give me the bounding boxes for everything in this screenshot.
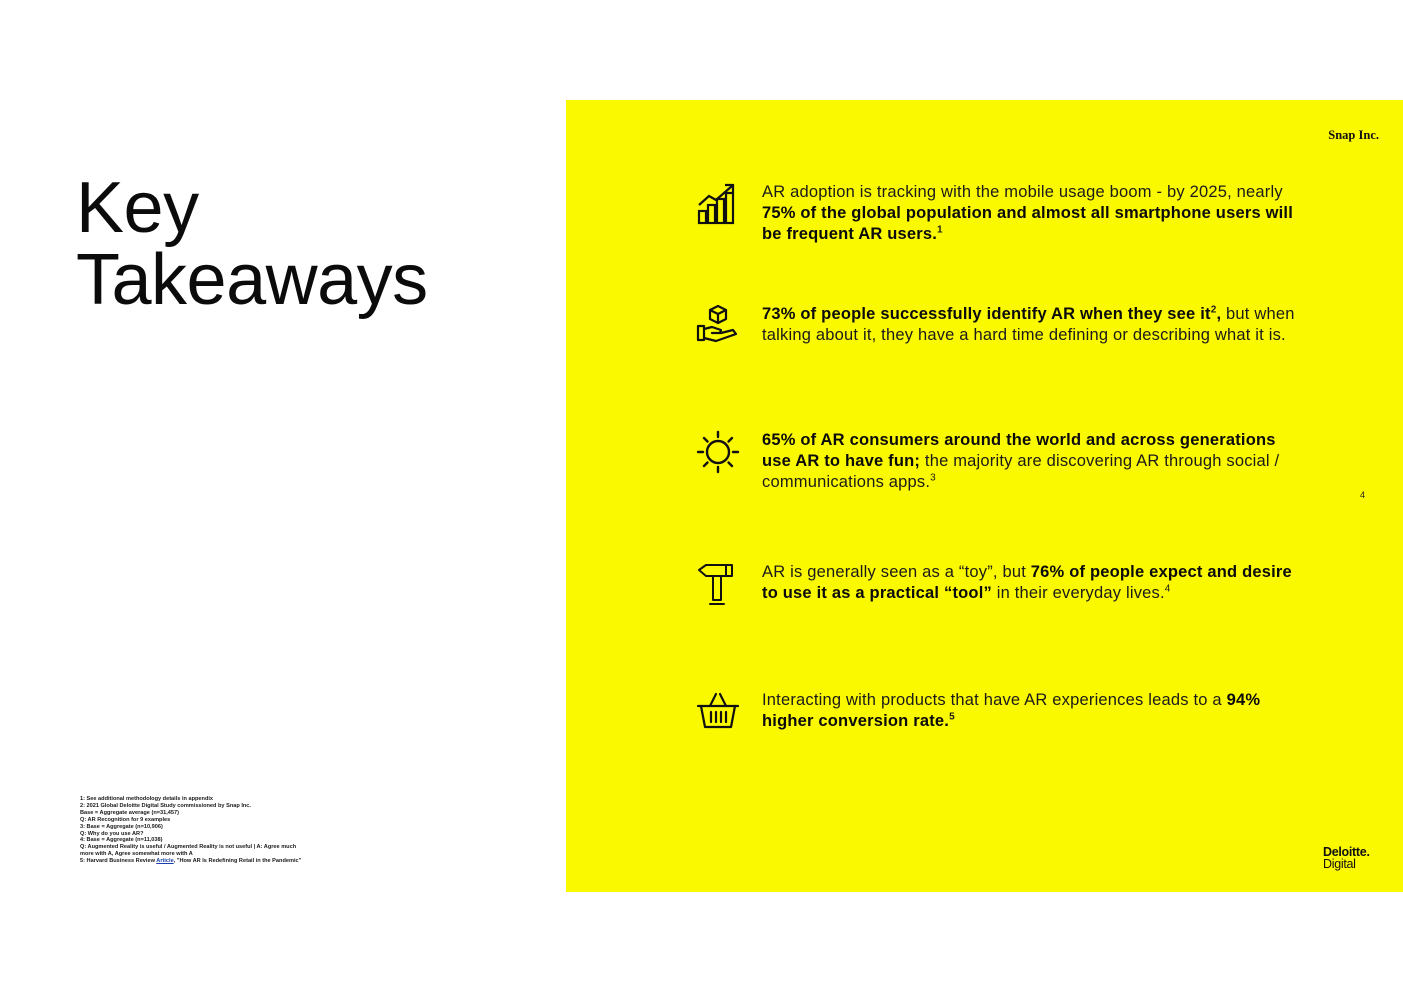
- takeaways-panel: [566, 100, 1403, 892]
- takeaway-text-segment: AR is generally seen as a “toy”, but: [762, 563, 1031, 581]
- takeaway-text-segment: ,: [1216, 305, 1222, 323]
- snap-logo: Snap Inc.: [1328, 128, 1379, 142]
- takeaway-text-segment: 94% higher conversion rate.: [762, 691, 1261, 730]
- footnote-line: Q: Augmented Reality is useful / Augmented Reality is not useful | A: Agree much: [80, 844, 297, 851]
- footnote-line: 3: Base = Aggregate (n=10,906): [80, 823, 163, 830]
- footnote-marker: 5: [949, 711, 955, 723]
- shopping-basket-icon: [696, 690, 740, 734]
- title-line-2: Takeaways: [76, 240, 428, 320]
- takeaway-text-segment: the majority are discovering AR through social / communications apps.: [762, 452, 1280, 491]
- footnote-marker: 3: [930, 472, 936, 484]
- footnote-line-source: [80, 858, 320, 865]
- takeaway-text-segment: Interacting with products that have AR experiences leads to a: [762, 691, 1227, 709]
- title-line-1: Key: [76, 168, 199, 248]
- partner-logo-line-2: Digital: [1323, 857, 1356, 871]
- takeaway-text-segment: 75% of the global population and almost all smartphone users will be frequent AR users.: [762, 204, 1293, 243]
- takeaway-text-segment: 73% of people successfully identify AR when they see it: [762, 305, 1211, 323]
- footnote-line: 1: See additional methodology details in appendix: [80, 796, 214, 802]
- footnote-line: Base = Aggregate average (n=31,457): [80, 809, 179, 816]
- footnote-line: 4: Base = Aggregate (n=11,038): [80, 837, 163, 844]
- takeaway-text-3: [762, 430, 1302, 493]
- takeaway-text-segment: 65% of AR consumers around the world and across generations use AR to have fun;: [762, 431, 1276, 470]
- footnote-line: Q: AR Recognition for 9 examples: [80, 816, 171, 823]
- page-title: [76, 168, 428, 320]
- article-link[interactable]: Article: [156, 858, 174, 865]
- takeaway-text-1: [762, 182, 1302, 245]
- takeaway-text-segment: in their everyday lives.: [991, 584, 1165, 602]
- page-number: 4: [1360, 490, 1366, 500]
- hand-holding-cube-icon: [696, 304, 740, 348]
- partner-logo-line-1: Deloitte.: [1323, 845, 1370, 859]
- takeaway-text-5: [762, 690, 1302, 732]
- takeaway-text-segment: 76% of people expect and desire to use it as a practical “tool”: [762, 563, 1292, 602]
- footnote-line: 2: 2021 Global Deloitte Digital Study commissioned by Snap Inc.: [80, 802, 251, 809]
- growth-chart-icon: [696, 182, 740, 226]
- takeaway-text-2: [762, 304, 1302, 346]
- footnote-source-suffix: , "How AR Is Redefining Retail in the Pandemic": [173, 858, 302, 865]
- footnotes: [80, 796, 320, 865]
- footnote-marker: 1: [937, 224, 943, 236]
- takeaway-text-4: [762, 562, 1302, 604]
- deloitte-digital-logo: [1323, 846, 1370, 870]
- hammer-toy-icon: [696, 562, 740, 606]
- footnote-marker: 4: [1164, 583, 1171, 595]
- footnote-source-prefix: 5: Harvard Business Review: [80, 858, 157, 865]
- sun-icon: [696, 430, 740, 474]
- takeaway-text-segment: AR adoption is tracking with the mobile usage boom - by 2025, nearly: [762, 183, 1283, 201]
- footnote-marker: 2: [1210, 304, 1217, 316]
- footnote-line: Q: Why do you use AR?: [80, 830, 144, 837]
- takeaway-text-segment: but when talking about it, they have a hard time defining or describing what it is.: [762, 305, 1295, 344]
- footnote-line: more with A, Agree somewhat more with A: [80, 851, 193, 858]
